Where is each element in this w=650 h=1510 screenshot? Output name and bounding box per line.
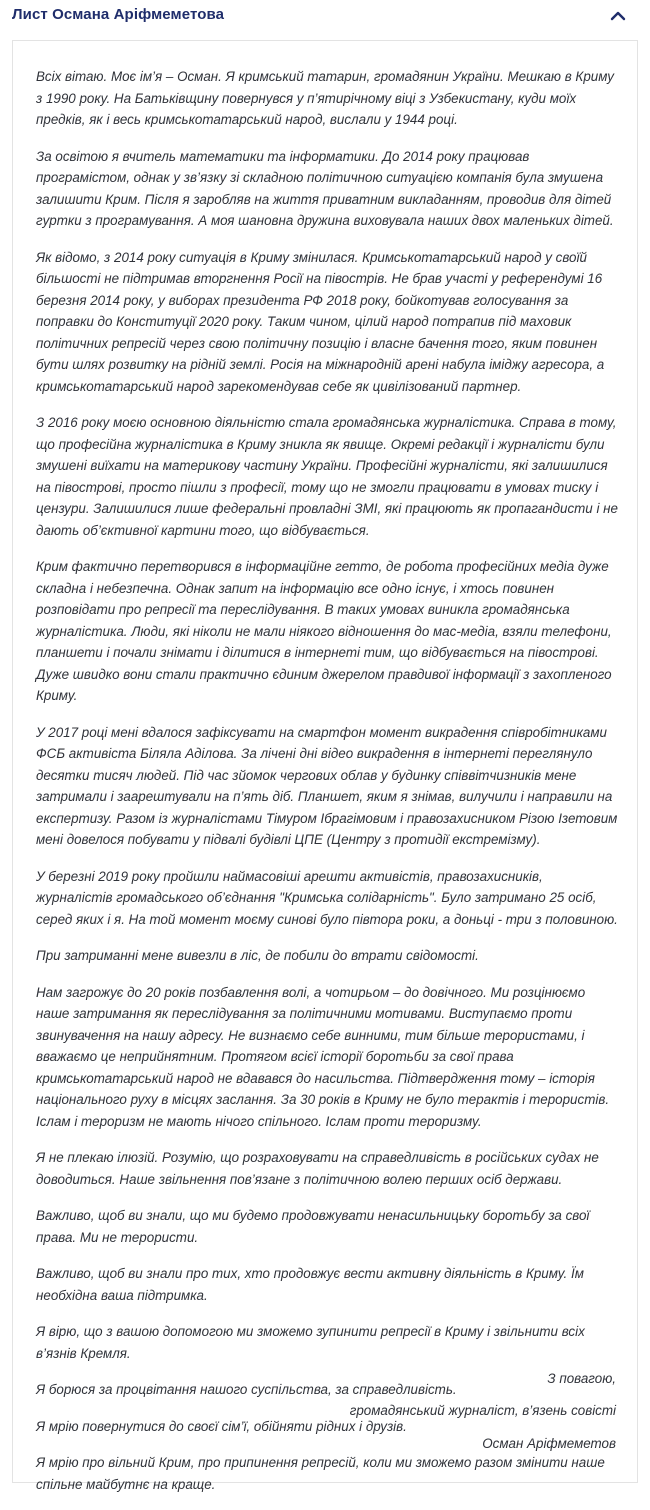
letter-paragraph: При затриманні мене вивезли в ліс, де побили до втрати свідомості. [36, 948, 479, 963]
accordion-header[interactable] [0, 0, 650, 38]
letter-paragraph: За освітою я вчитель математики та інформатики. До 2014 року працював програмістом, однак у зв’язку зі складною політичною ситуацією компанія була змушена залишити Крим. Після я заробляв на життя приватним викладанням, проводив для дітей гуртки з програмування. А моя шановна дружина виховувала наших двох маленьких дітей. [36, 148, 614, 228]
letter-paragraph: Важливо, щоб ви знали, що ми будемо продовжувати ненасильницьку боротьбу за свої права. Ми не терористи. [36, 1208, 590, 1245]
letter-paragraph: Я мрію про вільний Крим, про припинення репресій, коли ми зможемо разом змінити наше спільне майбутнє на краще. [36, 1455, 605, 1492]
signature-role: громадянський журналіст, в’язень совісті [349, 1403, 616, 1418]
letter-paragraph: Я не плекаю ілюзій. Розумію, що розраховувати на справедливість в російських судах не доводиться. Наше звільнення пов’язане з політичною волею перших осіб держави. [36, 1150, 599, 1187]
letter-paragraph: У березні 2019 року пройшли наймасовіші арешти активістів, правозахисників, журналістів громадського об’єднання "Кримська солідарність". Було затримано 25 осіб, серед яких і я. На той момент моєму синові було півтора роки, а доньці - три з половиною. [36, 868, 618, 927]
letter-body [36, 66, 622, 1510]
letter-title: Лист Османа Аріфмеметова [12, 6, 225, 23]
letter-paragraph: Всіх вітаю. Моє ім’я – Осман. Я кримський татарин, громадянин України. Мешкаю в Криму з 1990 року. На Батьківщину повернувся у п’ятирічному віці з Узбекистану, куди моїх предків, як і весь кримськотатарський народ, вислали у 1944 році. [36, 69, 614, 127]
letter-paragraph: Я вірю, що з вашою допомогою ми зможемо зупинити репресії в Криму і звільнити всіх в’язнів Кремля. [36, 1324, 585, 1361]
letter-paragraph: З 2016 року моєю основною діяльністю стала громадянська журналістика. Справа в тому, що професійна журналістика в Криму зникла як явище. Окремі редакції і журналісти були змушені виїхати на материкову частину України. Професійні журналісти, які залишилися на півострові, просто пішли з професії, тому що не змогли працювати в умовах тиску і цензури. Залишилися лише федеральні провладні ЗМІ, які працюють як пропагандисти і не дають об’єктивної картини того, що відбувається. [36, 415, 618, 538]
letter-paragraph: Важливо, щоб ви знали про тих, хто продовжує вести активну діяльність в Криму. Їм необхідна ваша підтримка. [36, 1266, 584, 1303]
signature-closing: З повагою, [547, 1371, 616, 1386]
letter-paragraph: Я борюся за процвітання нашого суспільства, за справедливість. [36, 1382, 457, 1397]
letter-paragraph: Я мрію повернутися до своєї сім’ї, обійняти рідних і друзів. [36, 1418, 407, 1434]
chevron-up-icon[interactable] [610, 9, 626, 23]
letter-paragraph: Як відомо, з 2014 року ситуація в Криму змінилася. Кримськотатарський народ у своїй більшості не підтримав вторгнення Росії на півострів. Не брав участі у референдумі 16 березня 2014 року, у виборах президента РФ 2018 року, бойкотував голосування за поправки до Конституції 2020 року. Таким чином, цілий народ потрапив під маховик політичних репресій через свою політичну позицію і власне бачення того, яким повинен бути шлях розвитку на рідній землі. Росія на міжнародній арені набула іміджу агресора, а кримськотатарський народ зарекомендував себе як цивілізований партнер. [36, 249, 605, 394]
signature-name: Осман Аріфмеметов [482, 1436, 616, 1451]
letter-paragraph: У 2017 році мені вдалося зафіксувати на смартфон момент викрадення співробітниками ФСБ активіста Біляла Аділова. За лічені дні відео викрадення в інтернеті переглянуло десятки тисяч людей. Під час зйомок чергових облав у будинку співвітчизників мене затримали і заарештували на п’ять діб. Планшет, яким я знімав, вилучили і направили на експертизу. Разом із журналістами Тімуром Ібрагімовим і правозахисником Різою Ізетовим мені довелося побувати у підвалі будівлі ЦПЕ (Центру з протидії екстремізму). [36, 724, 618, 847]
letter-paragraph: Нам загрожує до 20 років позбавлення волі, а чотирьом – до довічного. Ми розцінюємо наше затримання як переслідування за політичними мотивами. Виступаємо проти звинувачення на нашу адресу. Не визнаємо себе винними, тим більше терористами, і вважаємо це неприйнятним. Протягом всієї історії боротьби за свої права кримськотатарський народ не вдавався до насильства. Підтвердження тому – історія національного руху в місцях заслання. За 30 років в Криму не було терактів і терористів. Іслам і тероризм не мають нічого спільного. Іслам проти тероризму. [36, 984, 610, 1129]
letter-paragraph: Крим фактично перетворився в інформаційне гетто, де робота професійних медіа дуже складна і небезпечна. Однак запит на інформацію все одно існує, і хтось повинен розповідати про репресії та переслідування. В таких умовах виникла громадянська журналістика. Люди, які ніколи не мали ніякого відношення до мас-медіа, взяли телефони, планшети і почали знімати і ділитися в інтернеті тим, що відбувається на півострові. Дуже швидко вони стали практично єдиним джерелом правдивої інформації з захопленого Криму. [36, 559, 612, 703]
